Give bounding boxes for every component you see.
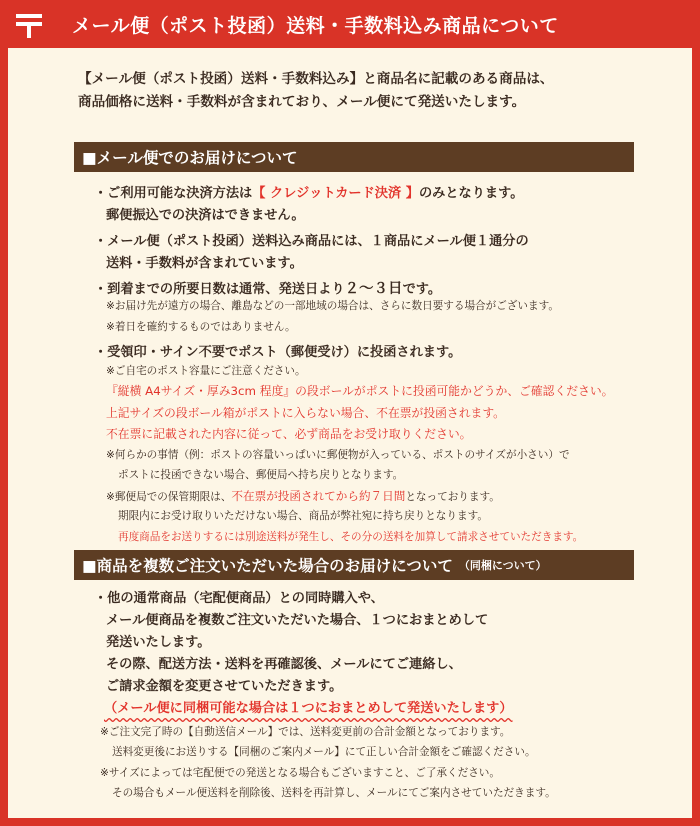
post-capacity-note: ※ご自宅のポスト容量にご注意ください。 (106, 365, 306, 377)
bundling-line-2: メール便商品を複数ご注文いただいた場合、１つにおまとめして (106, 613, 489, 628)
intro-line-1: 【メール便（ポスト投函）送料・手数料込み】と商品名に記載のある商品は、 (78, 71, 554, 87)
bundling-note-4: その場合もメール便送料を削除後、送料を再計算し、メールにてご案内させていただきます。 (112, 787, 556, 799)
payment-method-highlight: 【 クレジットカード決済 】 (252, 186, 419, 201)
storage-period-text: ※郵便局での保管期限は、 (106, 491, 232, 503)
post-size-warning-3: 不在票に記載された内容に従って、必ず商品をお受け取りください。 (106, 427, 472, 441)
intro-line-2: 商品価格に送料・手数料が含まれており、メール便にて発送いたします。 (78, 94, 526, 110)
bundling-note-3: ※サイズによっては宅配便での発送となる場合もございますこと、ご了承ください。 (100, 767, 500, 779)
bundling-line-3: 発送いたします。 (106, 635, 211, 650)
bundling-line-1: ・他の通常商品（宅配便商品）との同時購入や、 (94, 591, 384, 606)
delivery-days-line (94, 277, 441, 298)
post-size-warning: 『縦横 A4サイズ・厚み3cm 程度』の段ボールがポストに投函可能かどうか、ご確認ください。 (106, 384, 614, 398)
resend-fee-warning: 再度商品をお送りするには別途送料が発生し、その分の送料を加算して請求させていただきます。 (118, 531, 584, 543)
delivery-days-suffix: です。 (402, 282, 442, 297)
bundling-line-4: その際、配送方法・送料を再確認後、メールにてご連絡し、 (106, 657, 462, 672)
post-delivery-line: ・受領印・サイン不要でポスト（郵便受け）に投函されます。 (94, 345, 462, 360)
storage-period-suffix: となっております。 (405, 491, 500, 503)
included-fee-line-2: 送料・手数料が含まれています。 (106, 256, 303, 271)
content-panel (8, 48, 692, 818)
payment-method-line (94, 182, 523, 201)
section-heading-mail-delivery (74, 142, 634, 172)
section-heading-label: ■メール便でのお届けについて (82, 149, 298, 167)
delivery-days-value: ２〜３日 (344, 281, 403, 297)
bundling-line-5: ご請求金額を変更させていただきます。 (106, 679, 343, 694)
payment-method-suffix: のみとなります。 (418, 186, 524, 201)
post-size-warning-2: 上記サイズの段ボール箱がポストに入らない場合、不在票が投函されます。 (106, 406, 505, 420)
section-heading-bundling (74, 550, 634, 580)
bundling-note-1: ※ご注文完了時の【自動送信メール】では、送料変更前の合計金額となっております。 (100, 726, 511, 738)
bundling-note-2: 送料変更後にお送りする【同梱のご案内メール】にて正しい合計金額をご確認ください。 (112, 746, 536, 758)
section-heading-subtitle: （同梱について） (458, 559, 547, 572)
header (0, 0, 700, 48)
post-return-note-2: ポストに投函できない場合、郵便局へ持ち戻りとなります。 (118, 469, 404, 481)
payment-method-line-2: 郵便振込での決済はできません。 (106, 208, 305, 223)
page-title: メール便（ポスト投函）送料・手数料込み商品について (72, 14, 559, 37)
delivery-days-text: ・到着までの所要日数は通常、発送日より (94, 282, 345, 297)
intro-text (78, 68, 554, 114)
bundling-emphasis: （メール便に同梱可能な場合は１つにおまとめして発送いたします） (104, 701, 513, 716)
storage-period-highlight: 不在票が投函されてから約７日間 (231, 489, 406, 503)
storage-period-line (106, 488, 500, 504)
post-return-note-1: ※何らかの事情（例：ポストの容量いっぱいに郵便物が入っている、ポストのサイズが小さい）で (106, 449, 570, 461)
postal-mark-icon (14, 9, 44, 39)
delivery-days-note-2: ※着日を確約するものではありません。 (106, 321, 296, 333)
storage-period-note: 期限内にお受け取りいただけない場合、商品が弊社宛に持ち戻りとなります。 (118, 510, 488, 522)
delivery-days-note-1: ※お届け先が遠方の場合、離島などの一部地域の場合は、さらに数日要する場合がございます。 (106, 300, 559, 312)
payment-method-text: ・ご利用可能な決済方法は (94, 186, 253, 201)
section-heading-label: ■商品を複数ご注文いただいた場合のお届けについて (82, 557, 453, 575)
included-fee-line-1: ・メール便（ポスト投函）送料込み商品には、１商品にメール便１通分の (94, 234, 529, 249)
